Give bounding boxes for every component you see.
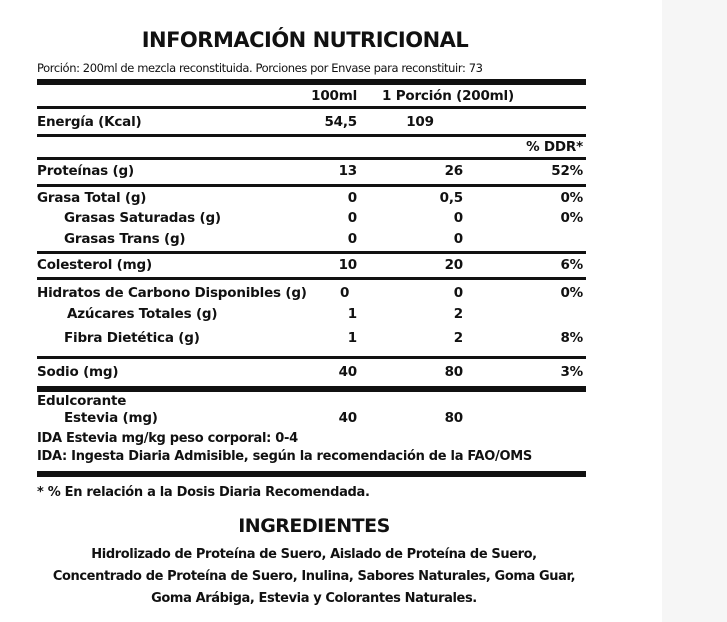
row-value-portion: 0 [453,285,463,301]
ingredients-line: Goma Arábiga, Estevia y Colorantes Naturales. [151,591,477,606]
row-label: Hidratos de Carbono Disponibles (g) [37,285,307,301]
row-value-portion: 109 [406,114,434,130]
row-label: Azúcares Totales (g) [67,306,218,322]
row-value-ddr: 3% [560,364,583,380]
divider [37,106,586,109]
row-value-portion: 20 [444,257,463,273]
row-value-portion: 0 [453,210,463,226]
row-value-100: 0 [347,210,357,226]
row-label: Fibra Dietética (g) [64,330,200,346]
ingredients-line: Hidrolizado de Proteína de Suero, Aislado de Proteína de Suero, [91,547,537,562]
ida-definition-note: IDA: Ingesta Diaria Admisible, según la recomendación de la FAO/OMS [37,449,532,464]
row-label: Sodio (mg) [37,364,119,380]
row-value-portion: 80 [444,364,463,380]
nutrition-title: INFORMACIÓN NUTRICIONAL [141,28,469,52]
divider [37,356,586,359]
row-value-100: 54,5 [324,114,357,130]
row-value-ddr: 0% [560,190,583,206]
row-label: Colesterol (mg) [37,257,152,273]
divider [37,251,586,254]
row-label: Grasa Total (g) [37,190,147,206]
row-value-ddr: 0% [560,285,583,301]
ddr-footnote: * % En relación a la Dosis Diaria Recomendada. [37,485,370,500]
row-value-100: 0 [347,190,357,206]
row-value-portion: 26 [444,163,463,179]
col-header-portion: 1 Porción (200ml) [382,88,514,104]
row-value-portion: 0,5 [439,190,463,206]
row-value-portion: 0 [453,231,463,247]
ida-estevia-note: IDA Estevia mg/kg peso corporal: 0-4 [37,431,298,446]
row-label: Proteínas (g) [37,163,134,179]
row-value-100: 0 [347,231,357,247]
divider [37,79,586,85]
row-label: Grasas Saturadas (g) [64,210,221,226]
col-header-100ml: 100ml [311,88,357,104]
row-value-100: 1 [347,330,357,346]
row-value-portion: 80 [444,410,463,426]
row-value-100: 40 [338,364,357,380]
divider [37,386,586,392]
row-label: Estevia (mg) [64,410,158,426]
portion-info: Porción: 200ml de mezcla reconstituida. Porciones por Envase para reconstituir: 73 [37,61,483,75]
row-value-100: 0 [340,285,350,301]
row-value-ddr: 0% [560,210,583,226]
row-value-ddr: 8% [560,330,583,346]
col-header-ddr: % DDR* [526,139,583,155]
row-value-ddr: 6% [560,257,583,273]
row-value-portion: 2 [453,330,463,346]
divider [37,184,586,187]
ingredients-line: Concentrado de Proteína de Suero, Inulina, Sabores Naturales, Goma Guar, [52,569,576,584]
row-value-portion: 2 [453,306,463,322]
row-label: Edulcorante [37,393,127,409]
divider [37,277,586,280]
ingredients-title: INGREDIENTES [238,515,390,537]
row-value-100: 13 [338,163,357,179]
background-strip [662,0,727,622]
row-label: Energía (Kcal) [37,114,142,130]
divider [37,471,586,477]
row-value-ddr: 52% [551,163,583,179]
row-value-100: 40 [338,410,357,426]
divider [37,157,586,160]
row-value-100: 10 [338,257,357,273]
divider [37,134,586,137]
row-label: Grasas Trans (g) [64,231,186,247]
row-value-100: 1 [347,306,357,322]
